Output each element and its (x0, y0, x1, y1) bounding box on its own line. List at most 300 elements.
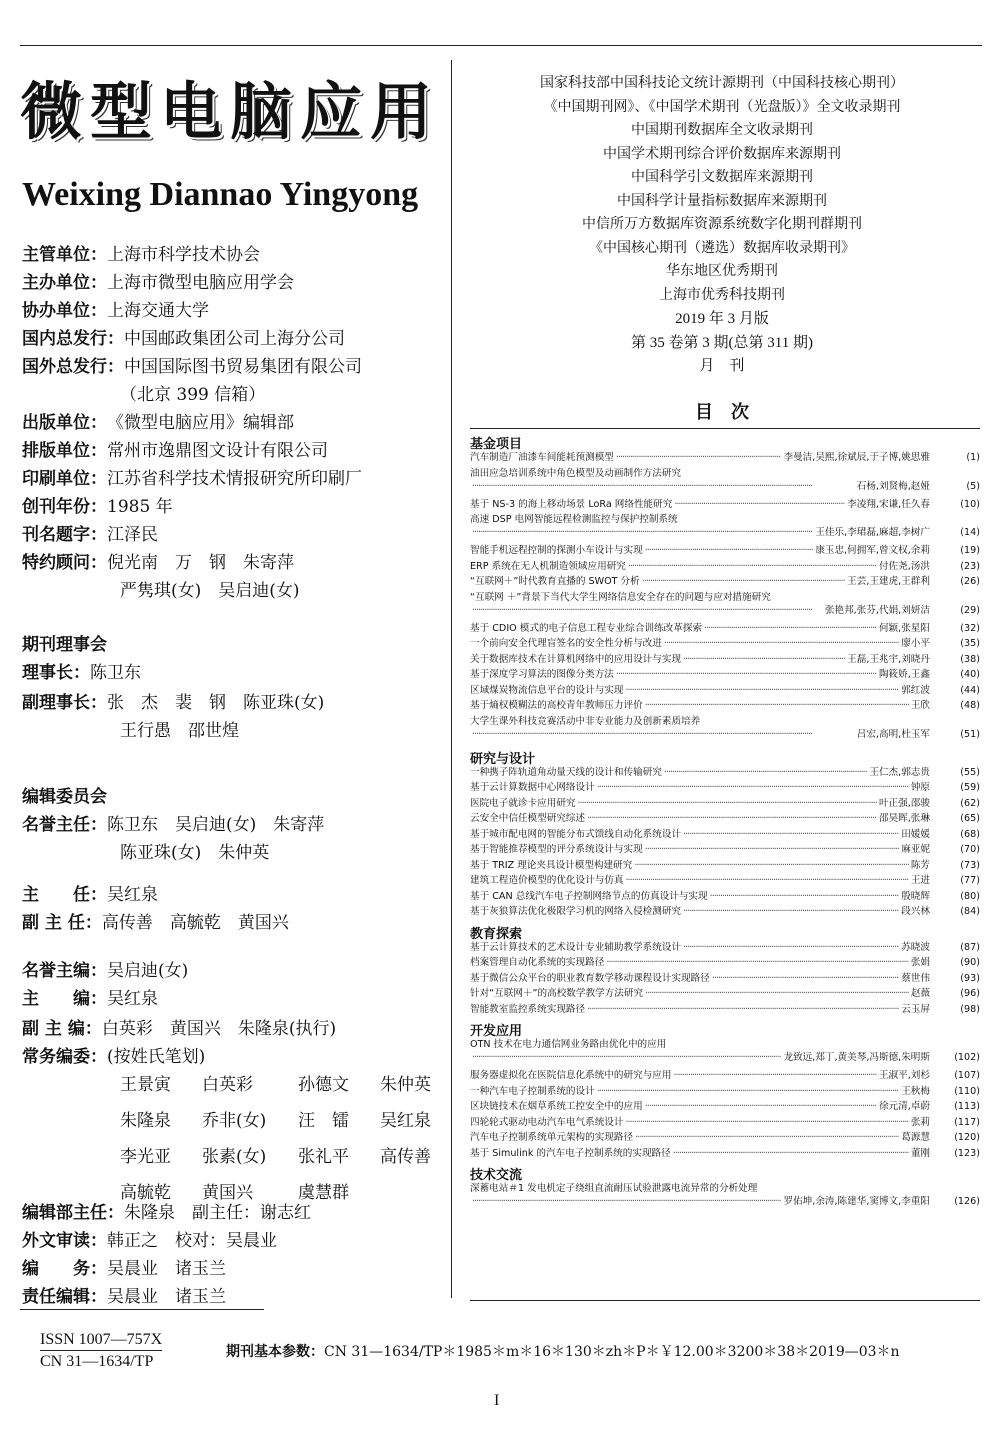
leader-dots (578, 797, 877, 810)
toc-entry-authors: 苏晓波 (901, 941, 930, 953)
member-name: 李光亚 (120, 1147, 171, 1167)
toc-entry-line (470, 575, 980, 588)
info-row (22, 520, 158, 545)
council-value: 王行愚 邵世煌 (120, 721, 239, 741)
toc-entry (470, 812, 980, 825)
issn-block (40, 1329, 162, 1372)
toc-entry-line (470, 781, 980, 794)
toc-entry-page: (90) (960, 957, 980, 968)
toc-entry (470, 905, 980, 918)
office-row (22, 1282, 226, 1307)
council-row (22, 688, 324, 713)
info-value: 江泽民 (107, 525, 158, 545)
toc-entry-page: (117) (954, 1116, 980, 1128)
toc-entry (470, 859, 980, 872)
member-name: 汪 镭 (298, 1111, 349, 1131)
toc-entry-authors: 董刚 (910, 1147, 930, 1159)
toc-entry-line (470, 684, 980, 697)
info-value: 中国邮政集团公司上海分公司 (124, 329, 345, 349)
info-value: 中国国际图书贸易集团有限公司 (124, 357, 362, 377)
toc-entry-line (470, 1182, 980, 1195)
headline-line: 《中国期刊网》、《中国学术期刊（光盘版）》全文收录期刊 (543, 98, 901, 115)
toc-entry-title: 一种汽车电子控制系统的设计 (470, 1085, 595, 1097)
toc-entry-page: (123) (954, 1147, 980, 1159)
toc-entry-line (470, 1038, 980, 1051)
journal-title-cn: 微型电脑应用 (20, 75, 441, 148)
toc-entry-authors: 葛源慧 (901, 1132, 930, 1143)
toc-entry-title: 智能手机远程控制的探测小车设计与实现 (470, 545, 643, 556)
council-row (120, 716, 239, 741)
editorial-row (22, 810, 324, 835)
toc-entry-line (470, 1051, 980, 1064)
toc-entry-line (470, 560, 980, 573)
toc-entry-authors: 赵薇 (910, 988, 930, 999)
toc-entry-title: 大学生课外科技竞赛活动中非专业能力及创新素质培养 (470, 715, 701, 727)
leader-dots (645, 987, 909, 1000)
headline-line: 中信所万方数据库资源系统数字化期刊群期刊 (582, 216, 862, 232)
toc-entry (470, 591, 980, 617)
leader-dots (472, 728, 855, 741)
toc-entry-line (470, 1116, 980, 1129)
info-row (22, 240, 260, 265)
office-value: 韩正之 校对：吴晨业 (107, 1231, 277, 1251)
toc-entry-title: 智能教室监控系统实现路径 (470, 1003, 586, 1015)
toc-entry-page: (19) (960, 545, 980, 556)
toc-entry (470, 544, 980, 557)
toc-entry-page: (32) (960, 622, 980, 634)
toc-entry-page: (120) (954, 1132, 980, 1143)
info-label: 特约顾问： (22, 553, 107, 573)
toc-entry-title: “互联网＋”时代教育直播的 SWOT 分析 (470, 576, 640, 587)
info-label: 出版单位： (22, 413, 107, 433)
toc-entry-page: (1) (966, 452, 980, 463)
toc-entry-authors: 张艳邦,张芬,代娟,刘妍洁 (824, 604, 930, 616)
headline-line: 中国科学引文数据库来源期刊 (631, 169, 813, 185)
standing-members (120, 1070, 440, 1203)
member-name: 王景寅 (120, 1075, 171, 1095)
column-divider (451, 60, 452, 1298)
toc-entry-line (470, 715, 980, 728)
toc-entry-title: 高速 DSP 电网智能远程检测监控与保护控制系统 (470, 514, 678, 525)
headline-line: 中国期刊数据库全文收录期刊 (631, 122, 813, 138)
member-name: 高传善 (380, 1147, 431, 1167)
toc-entry-authors: 付佐尧,汤洪 (878, 560, 930, 572)
leader-dots (634, 859, 908, 872)
toc-entry-authors: 李凌翔,宋谦,任久春 (847, 498, 930, 510)
info-row (120, 576, 300, 601)
office-value: 吴晨业 诸玉兰 (107, 1259, 226, 1279)
editorial-row (120, 838, 269, 863)
editorial-row (22, 1014, 336, 1039)
member-name: 朱隆泉 (120, 1111, 171, 1131)
toc-entry-line (470, 972, 980, 985)
toc-entry-page: (93) (960, 972, 980, 984)
toc-section-title: 研究与设计 (470, 751, 536, 767)
toc-entry-title: 建筑工程造价模型的优化设计与仿真 (470, 875, 624, 886)
leader-dots (616, 668, 877, 681)
toc-entry-authors: 张莉 (910, 1116, 930, 1128)
toc-entry-line (470, 843, 980, 856)
toc-entry (470, 699, 980, 712)
toc-entry-page: (26) (960, 576, 980, 587)
toc-entry-page: (65) (960, 813, 980, 824)
editorial-label: 主 编： (22, 989, 107, 1009)
toc-entry-page: (48) (960, 700, 980, 711)
toc-entry-title: 一个前向安全代理盲签名的安全性分析与改进 (470, 638, 662, 649)
toc-entry-title: 基于 CAN 总线汽车电子控制网络节点的仿真设计与实现 (470, 890, 708, 902)
toc-entry-authors: 徐元清,卓蔚 (878, 1101, 930, 1112)
editorial-value: 吴启迪(女) (107, 961, 189, 981)
toc-entry (470, 972, 980, 985)
page-number: I (494, 1392, 500, 1409)
member-name: 张礼平 (298, 1147, 349, 1167)
info-row (22, 268, 294, 293)
params-value: CN 31—1634/TP＊1985＊m＊16＊130＊zh＊P＊￥12.00＊3200＊38＊2019—03＊n (324, 1344, 900, 1360)
toc-section-title: 基金项目 (470, 437, 523, 452)
toc-entry-page: (113) (954, 1101, 980, 1112)
info-label: 排版单位： (22, 441, 107, 461)
toc-entry-page: (98) (960, 1003, 980, 1015)
leader-dots (645, 1100, 877, 1113)
toc-entry-authors: 康玉忠,何拥军,曾文权,余莉 (815, 545, 930, 556)
toc-entry-line (470, 956, 980, 969)
toc-entry-page: (73) (960, 859, 980, 871)
member-name: 乔非(女) (202, 1111, 267, 1131)
toc-bottom-rule (470, 1300, 980, 1301)
toc-entry-line (470, 1085, 980, 1098)
toc-entry-line (470, 637, 980, 650)
editorial-label: 名誉主编： (22, 961, 107, 981)
toc-entry-page: (107) (954, 1070, 980, 1081)
leader-dots (645, 544, 814, 557)
leader-dots (626, 874, 909, 887)
toc-entry-line (470, 812, 980, 825)
toc-entry-line (470, 498, 980, 511)
info-value: 1985 年 (107, 497, 173, 517)
toc-entry (470, 1182, 980, 1208)
toc-entry-line (470, 544, 980, 557)
toc-entry-page: (110) (954, 1085, 980, 1097)
office-row (22, 1254, 226, 1279)
leader-dots (704, 622, 877, 635)
council-label: 理事长： (22, 663, 90, 683)
leader-dots (710, 890, 900, 903)
toc-entry-title: OTN 技术在电力通信网业务路由优化中的应用 (470, 1039, 667, 1050)
toc-entry-title: 针对“互联网＋”的高校数学教学方法研究 (470, 988, 644, 999)
toc-entry-line (470, 1003, 980, 1016)
leader-dots (597, 781, 909, 794)
toc-entry (470, 513, 980, 539)
council-value: 张 杰 裴 钢 陈亚珠(女) (107, 693, 325, 713)
toc-entry-page: (68) (960, 828, 980, 840)
toc-entry-page: (84) (960, 906, 980, 917)
leader-dots (597, 1085, 900, 1098)
headline-line: 国家科技部中国科技论文统计源期刊（中国科技核心期刊） (540, 75, 904, 91)
member-name: 孙德文 (298, 1075, 349, 1095)
toc-entry-line (470, 451, 980, 464)
info-label: 主办单位： (22, 273, 107, 293)
toc-entry (470, 797, 980, 810)
leader-dots (673, 1069, 877, 1082)
leader-dots (673, 1147, 909, 1160)
toc-entry-authors: 罗佑坤,余涛,陈建华,窦博文,李重阳 (783, 1196, 930, 1207)
editorial-row (22, 908, 289, 933)
office-row (22, 1226, 277, 1251)
cn-number: CN 31—1634/TP (40, 1350, 162, 1372)
toc-entry-authors: 殷晓辉 (901, 890, 930, 902)
toc-entry-authors: 王佳乐,李珺磊,麻超,李树广 (815, 527, 930, 538)
info-label: 刊名题字： (22, 525, 107, 545)
toc-entry (470, 1116, 980, 1129)
toc-entry-title: 基于熵权模糊法的高校青年教师压力评价 (470, 700, 643, 711)
leader-dots (628, 560, 877, 573)
editorial-label: 名誉主任： (22, 815, 107, 835)
info-label: 主管单位： (22, 245, 107, 265)
editorial-label: 副 主 编： (22, 1019, 102, 1039)
headline-line: 中国科学计量指标数据库来源期刊 (617, 192, 827, 209)
toc-entry-title: 医院电子就诊卡应用研究 (470, 797, 576, 809)
info-row (22, 324, 345, 349)
toc-section-title: 技术交流 (470, 1168, 523, 1183)
info-label: 国外总发行： (22, 357, 124, 377)
leader-dots (683, 941, 899, 954)
member-name: 高毓乾 (120, 1183, 171, 1203)
toc-entry-title: 服务器虚拟化在医院信息化系统中的研究与应用 (470, 1070, 672, 1081)
leader-dots (606, 956, 909, 969)
toc-entry-line (470, 874, 980, 887)
toc-entry-authors: 陶筱娇,王鑫 (878, 669, 930, 680)
toc-entry-page: (70) (960, 844, 980, 855)
info-value: 常州市逸鼎图文设计有限公司 (107, 441, 328, 461)
toc-entry (470, 653, 980, 666)
toc-entry-title: 关于数据库技术在计算机网络中的应用设计与实现 (470, 653, 682, 665)
leader-dots (635, 1131, 899, 1144)
info-label: 协办单位： (22, 301, 107, 321)
toc-entry-page: (96) (960, 988, 980, 999)
toc-entry-page: (62) (960, 797, 980, 809)
leader-dots (683, 905, 899, 918)
toc-entry-line (470, 653, 980, 666)
editorial-title: 编辑委员会 (22, 787, 107, 807)
leader-dots (683, 828, 899, 841)
toc-entry-title: 区域煤炭物流信息平台的设计与实现 (470, 684, 624, 696)
toc-entry-authors: 云玉屏 (901, 1003, 930, 1015)
toc-entry (470, 781, 980, 794)
toc-entry-title: 区块链技术在烟草系统工控安全中的应用 (470, 1101, 643, 1112)
office-label: 责任编辑： (22, 1287, 107, 1307)
office-label: 外文审读： (22, 1231, 107, 1251)
member-name: 吴红泉 (380, 1111, 431, 1131)
editorial-value: 高传善 高毓乾 黄国兴 (101, 913, 289, 933)
info-value: 《微型电脑应用》编辑部 (107, 413, 294, 433)
toc-entry-line (470, 668, 980, 681)
toc-entry-line (470, 699, 980, 712)
info-value: 上海交通大学 (107, 301, 209, 321)
toc-entry (470, 1147, 980, 1160)
leader-dots (712, 972, 899, 985)
toc-entry-line (470, 828, 980, 841)
toc-entry (470, 843, 980, 856)
member-name: 虞慧群 (298, 1183, 349, 1203)
toc-entry-page: (59) (960, 782, 980, 793)
toc-entry-title: 一种携子阵轨道角动量天线的设计和传输研究 (470, 766, 662, 778)
toc-entry-line (470, 480, 980, 493)
toc-entry-page: (126) (954, 1196, 980, 1207)
toc-entry (470, 956, 980, 969)
toc-entry-page: (40) (960, 669, 980, 680)
toc-entry-authors: 王淑平,刘杉 (878, 1070, 930, 1081)
toc-entry-line (470, 1131, 980, 1144)
toc-entry (470, 622, 980, 635)
toc-title-rule (470, 428, 980, 429)
member-name: 张素(女) (202, 1147, 267, 1167)
toc-entry-title: 基于 NS-3 的海上移动场景 LoRa 网络性能研究 (470, 498, 673, 510)
toc-entry-title: “互联网 ＋”背景下当代大学生网络信息安全存在的问题与应对措施研究 (470, 591, 771, 603)
info-label: 创刊年份： (22, 497, 107, 517)
leader-dots (472, 526, 813, 539)
toc-entry-page: (51) (960, 728, 980, 740)
leader-dots (674, 498, 845, 511)
toc-entry-line (470, 1195, 980, 1208)
leader-dots (642, 575, 845, 588)
toc-entry-line (470, 859, 980, 872)
headline-line: 第 35 卷第 3 期(总第 311 期) (631, 334, 813, 351)
toc-entry-authors: 廖小平 (901, 638, 930, 649)
headline-line: 上海市优秀科技期刊 (659, 286, 785, 303)
toc-entry-line (470, 728, 980, 741)
toc-entry-title: 油田应急培训系统中角色模型及动画制作方法研究 (470, 467, 682, 479)
toc-entry-title: 基于智能推荐模型的评分系统设计与实现 (470, 844, 643, 855)
toc-entry (470, 828, 980, 841)
office-label: 编 务： (22, 1259, 107, 1279)
toc-entry-authors: 石杨,刘贤梅,赵娅 (856, 480, 930, 492)
leader-dots (683, 653, 845, 666)
info-value: 上海市微型电脑应用学会 (107, 273, 294, 293)
toc-entry-line (470, 905, 980, 918)
toc-entry (470, 890, 980, 903)
toc-entry-page: (5) (966, 480, 980, 492)
editorial-row (22, 1042, 205, 1067)
toc-entry-title: 基于深度学习算法的图像分类方法 (470, 669, 614, 680)
office-value: 吴晨业 诸玉兰 (107, 1287, 226, 1307)
toc-entry (470, 987, 980, 1000)
toc-entry-title: 基于云计算技术的艺术设计专业辅助教学系统设计 (470, 941, 682, 953)
info-value: 江苏省科学技术情报研究所印刷厂 (107, 469, 362, 489)
leader-dots (472, 1051, 781, 1064)
toc-entry-title: 基于 CDIO 模式的电子信息工程专业综合训练改革探索 (470, 622, 703, 634)
headline-line: 《中国核心期刊（遴选）数据库收录期刊》 (589, 239, 855, 256)
toc-entry-line (470, 1147, 980, 1160)
leader-dots (626, 684, 900, 697)
toc-entry (470, 467, 980, 493)
toc-entry (470, 684, 980, 697)
toc-entry (470, 941, 980, 954)
top-rule (20, 45, 982, 46)
toc-entry (470, 874, 980, 887)
editorial-value: 吴红泉 (107, 885, 158, 905)
toc-entry-title: 档案管理自动化系统的实现路径 (470, 957, 605, 968)
toc-entry-title: 四轮轮式驱动电动汽车电气系统设计 (470, 1116, 624, 1128)
info-row (120, 380, 265, 405)
toc-entry-title: 基于灰狼算法优化极限学习机的网络入侵检测研究 (470, 906, 682, 917)
info-row (22, 408, 294, 433)
toc-entry (470, 1069, 980, 1082)
toc-entry-authors: 叶正强,邵骏 (878, 797, 930, 809)
leader-dots (587, 1003, 899, 1016)
journal-parameters (226, 1341, 900, 1361)
toc-entry-title: 汽车电子控制系统单元架构的实现路径 (470, 1132, 634, 1143)
toc-entry-page: (23) (960, 560, 980, 572)
toc-entry (470, 1131, 980, 1144)
toc-entry-page: (10) (960, 498, 980, 510)
toc-entry-line (470, 941, 980, 954)
toc-entry-authors: 王芸,王建虎,王群利 (847, 576, 930, 587)
toc-entry-authors: 钟原 (910, 782, 930, 793)
toc-entry-line (470, 591, 980, 604)
toc-entry (470, 451, 980, 464)
toc-entry-line (470, 987, 980, 1000)
toc-entry-title: 基于云计算数据中心网络设计 (470, 782, 595, 793)
member-name: 白英彩 (202, 1075, 253, 1095)
toc-entry-page: (29) (960, 604, 980, 616)
toc-entry-page: (38) (960, 653, 980, 665)
info-row (22, 492, 173, 517)
journal-title-pinyin: Weixing Diannao Yingyong (22, 176, 419, 213)
toc-entry-authors: 麻亚妮 (901, 844, 930, 855)
toc-entry-title: 深蓄电站＃1 发电机定子绕组直流耐压试验泄露电流异常的分析处理 (470, 1183, 758, 1194)
toc-entry (470, 1003, 980, 1016)
toc-entry (470, 766, 980, 779)
toc-section-title: 教育探索 (470, 926, 523, 942)
info-value: 严隽琪(女) 吴启迪(女) (120, 581, 300, 601)
toc-entry-page: (35) (960, 638, 980, 649)
info-row (22, 548, 294, 573)
toc-entry-authors: 吕宏,高明,杜玉军 (856, 728, 930, 740)
headline-line: 华东地区优秀期刊 (666, 263, 778, 279)
editorial-value: 白英彩 黄国兴 朱隆泉(执行) (101, 1019, 337, 1039)
toc-entry-page: (102) (954, 1052, 980, 1063)
member-name: 黄国兴 (202, 1183, 253, 1203)
toc-entry-page: (87) (960, 941, 980, 953)
editorial-row (22, 880, 158, 905)
toc-entry (470, 560, 980, 573)
toc-entry-line (470, 467, 980, 480)
editorial-value: (按姓氏笔划) (107, 1047, 206, 1067)
toc-entry-authors: 邵昊晖,张琳 (878, 813, 930, 824)
issn-number: ISSN 1007—757X (40, 1331, 163, 1348)
toc-entry-authors: 段兴林 (901, 906, 930, 917)
toc-entry-line (470, 526, 980, 539)
leader-dots (616, 451, 782, 464)
toc-entry-page: (55) (960, 766, 980, 778)
editorial-label: 常务编委： (22, 1047, 107, 1067)
leader-dots (626, 1116, 909, 1129)
council-value: 陈卫东 (90, 663, 141, 683)
info-row (22, 464, 362, 489)
toc-entry (470, 575, 980, 588)
leader-dots (645, 699, 909, 712)
editorial-label: 主 任： (22, 885, 107, 905)
toc-entry-title: 基于微信公众平台的职业教育数学移动课程设计实现路径 (470, 972, 710, 984)
editorial-value: 吴红泉 (107, 989, 158, 1009)
editorial-row (22, 984, 158, 1009)
council-title: 期刊理事会 (22, 635, 107, 655)
leader-dots (664, 637, 899, 650)
toc-entry-line (470, 513, 980, 526)
toc-entry-authors: 王进 (910, 875, 930, 886)
toc-entry-authors: 蔡世伟 (901, 972, 930, 984)
toc-entry (470, 498, 980, 511)
